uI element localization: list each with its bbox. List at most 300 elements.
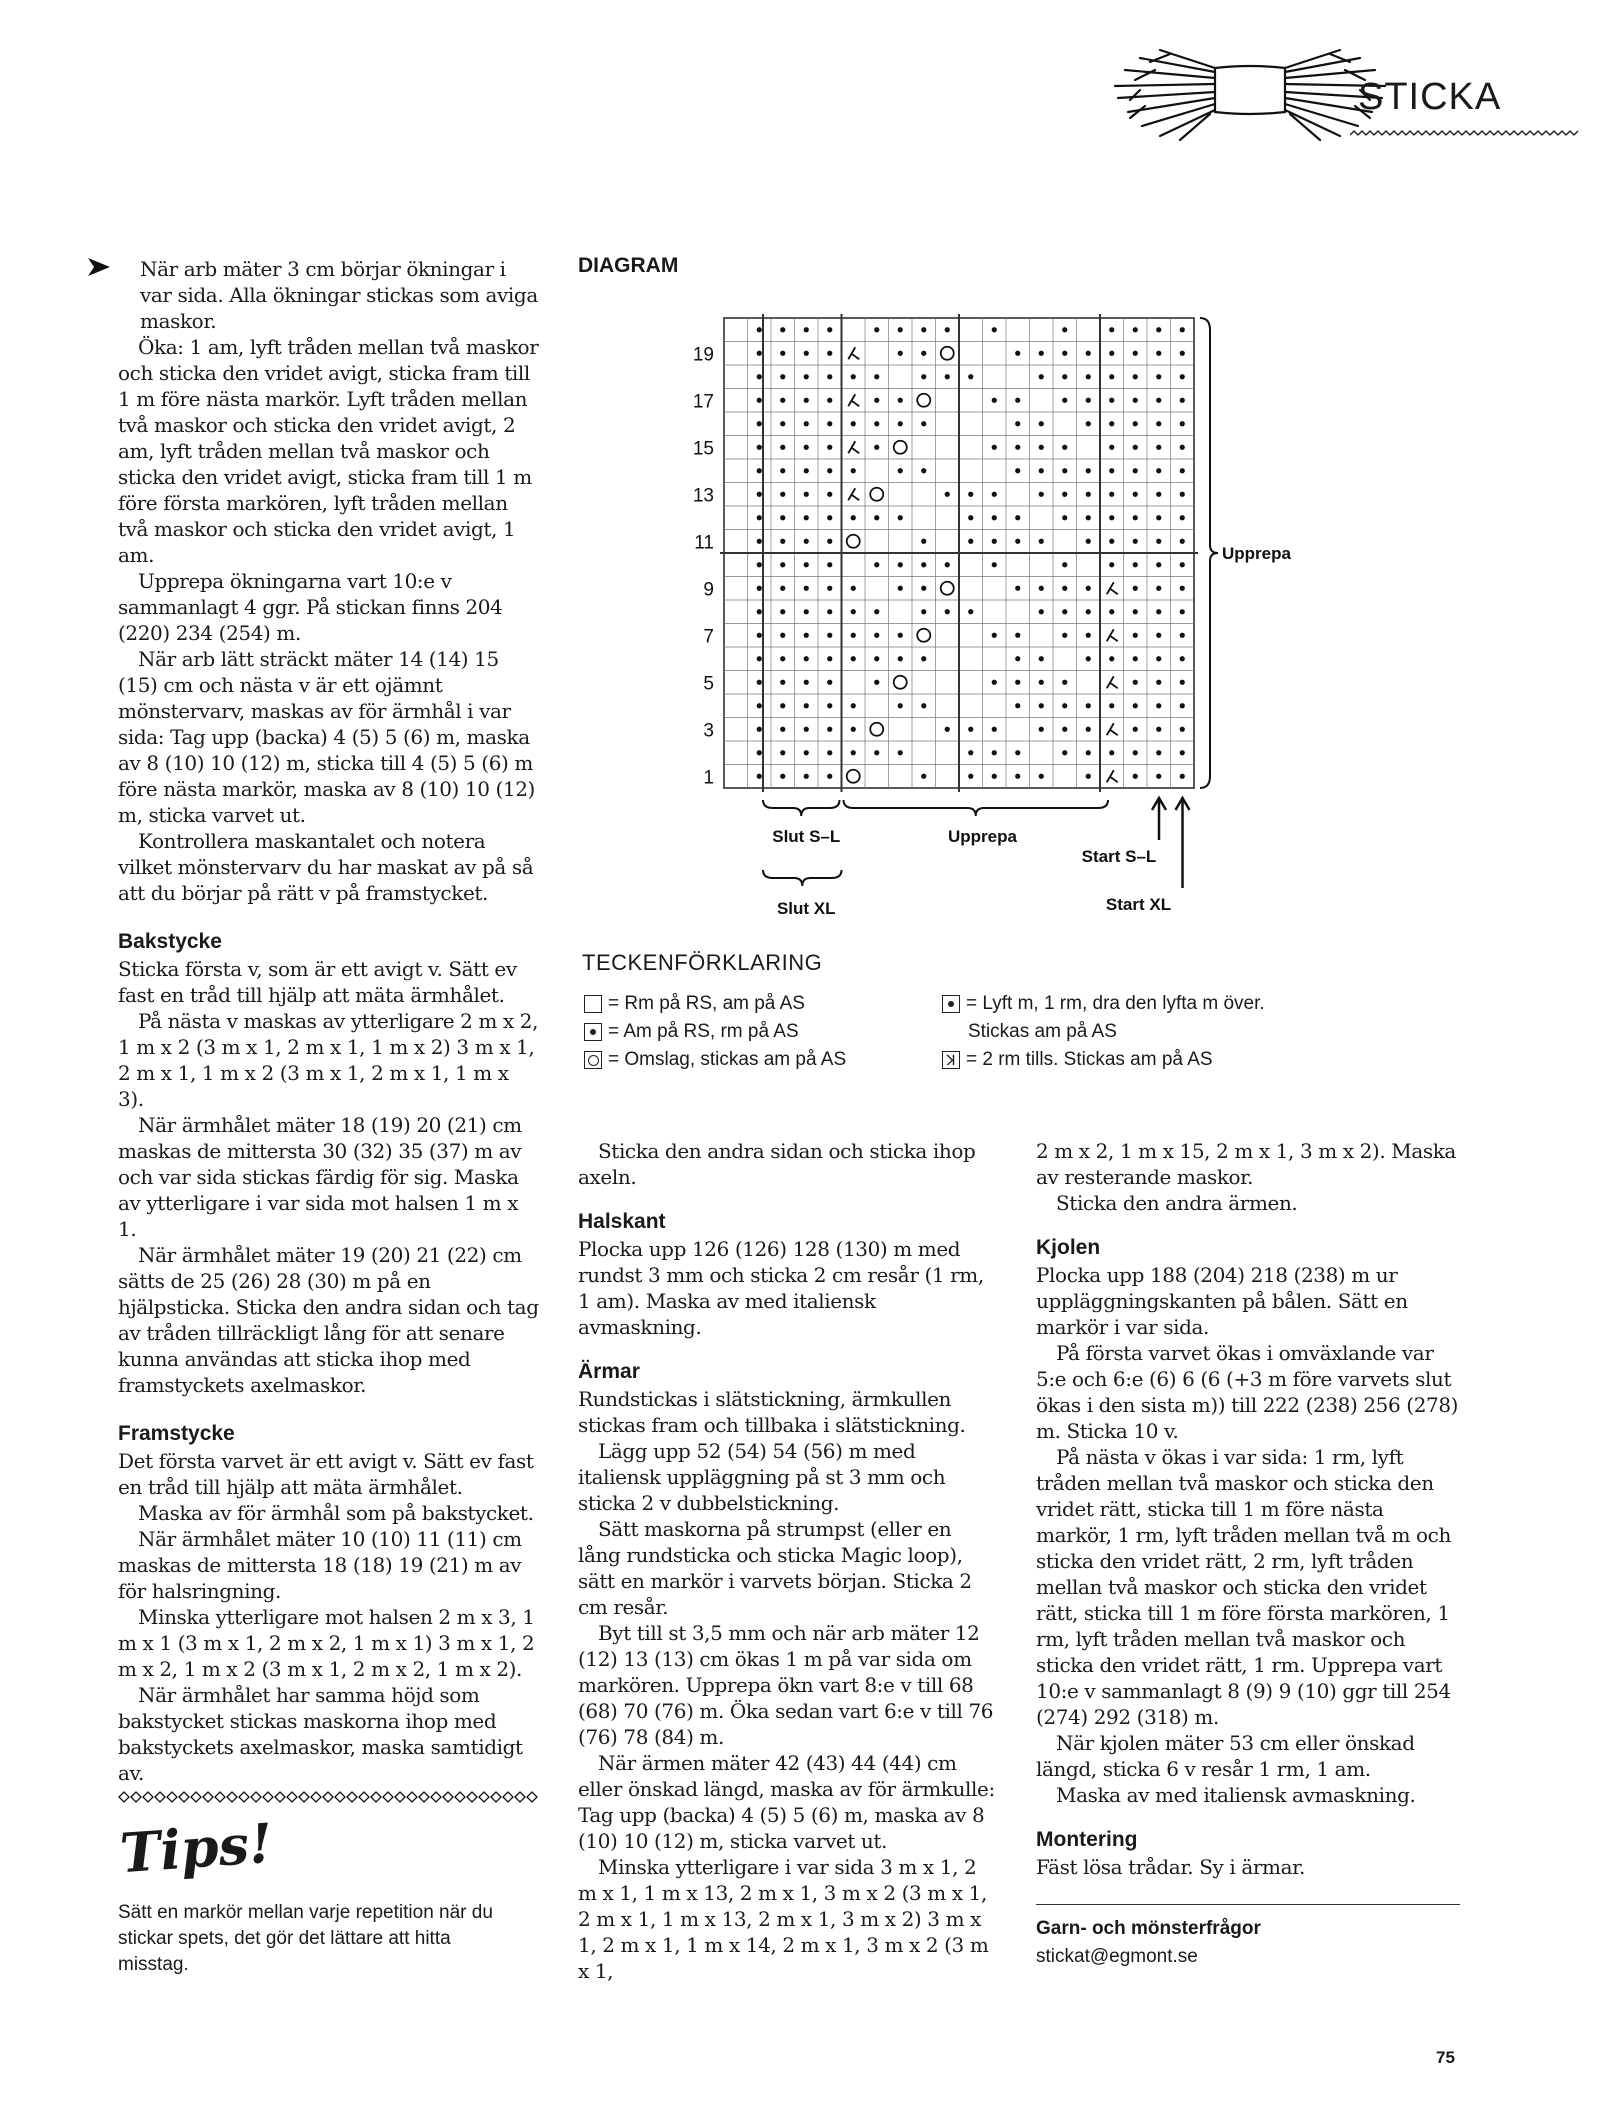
dot-symbol — [1062, 703, 1067, 708]
dot-symbol — [1086, 656, 1091, 661]
heading-halskant: Halskant — [578, 1210, 666, 1233]
dot-symbol — [1133, 398, 1138, 403]
dot-symbol — [757, 586, 762, 591]
dot-symbol — [780, 727, 785, 732]
dot-symbol — [851, 609, 856, 614]
dot-symbol — [827, 492, 832, 497]
paragraph: Plocka upp 188 (204) 218 (238) m ur uppläggningskanten på bålen. Sätt en markör i var sida. — [1036, 1263, 1408, 1339]
legend-item: ꓘ = 2 rm tills. Stickas am på AS — [942, 1046, 1265, 1074]
dot-symbol — [804, 727, 809, 732]
dot-symbol — [1015, 539, 1020, 544]
dot-symbol — [1062, 327, 1067, 332]
dot-symbol — [968, 374, 973, 379]
dot-symbol — [992, 727, 997, 732]
dot-symbol — [804, 327, 809, 332]
dot-symbol — [921, 351, 926, 356]
dot-symbol — [1133, 374, 1138, 379]
column-1 — [118, 256, 540, 1786]
paragraph: På första varvet ökas i omväxlande var 5:e och 6:e (6) 6 (6 (+3 m före varvets slut ökas i den sista m)) till 222 (238) 256 (278) m. Sticka 10 v. — [1036, 1341, 1459, 1443]
dot-symbol — [1156, 374, 1161, 379]
dot-symbol — [1180, 539, 1185, 544]
paragraph: Kontrollera maskantalet och notera vilket mönstervarv du har maskat av på så att du börjar på rätt v på framstycket. — [118, 829, 534, 905]
legend-item: = Rm på RS, am på AS — [584, 990, 846, 1018]
dot-symbol — [780, 468, 785, 473]
paragraph: Fäst lösa trådar. Sy i ärmar. — [1036, 1855, 1306, 1879]
dot-symbol — [968, 609, 973, 614]
dot-symbol — [1133, 633, 1138, 638]
dot-symbol — [827, 633, 832, 638]
dot-symbol — [1156, 327, 1161, 332]
dot-symbol — [1015, 586, 1020, 591]
dot-symbol — [1062, 374, 1067, 379]
dot-symbol — [1156, 351, 1161, 356]
contact-email: stickat@egmont.se — [1036, 1946, 1198, 1967]
dot-symbol — [874, 515, 879, 520]
dot-symbol — [804, 492, 809, 497]
paragraph: Maska av med italiensk avmaskning. — [1056, 1783, 1416, 1807]
paragraph: Sticka den andra ärmen. — [1056, 1191, 1298, 1215]
heading-kjolen: Kjolen — [1036, 1236, 1101, 1259]
dot-symbol — [757, 445, 762, 450]
dot-symbol — [780, 492, 785, 497]
dot-symbol — [992, 774, 997, 779]
dot-symbol — [898, 656, 903, 661]
dot-symbol — [1133, 468, 1138, 473]
legend-col-2 — [942, 990, 1265, 1074]
dot-symbol — [1156, 727, 1161, 732]
dot-symbol — [1039, 351, 1044, 356]
dot-symbol — [1109, 750, 1114, 755]
row-label: 7 — [703, 626, 714, 648]
dot-symbol — [757, 327, 762, 332]
dot-symbol — [1039, 421, 1044, 426]
dot-symbol — [804, 398, 809, 403]
dot-symbol — [804, 586, 809, 591]
dot-symbol — [1180, 445, 1185, 450]
diagram-title: DIAGRAM — [578, 254, 679, 277]
paragraph: På nästa v maskas av ytterligare 2 m x 2, 1 m x 2 (3 m x 1, 2 m x 1, 1 m x 2) 3 m x 1, 2 m x 1, 1 m x 2 (3 m x 1, 2 m x 1, 1 m x 3). — [118, 1009, 539, 1111]
dot-symbol — [1086, 374, 1091, 379]
dot-symbol — [992, 398, 997, 403]
dot-symbol — [898, 633, 903, 638]
dot-symbol — [1109, 351, 1114, 356]
dot-symbol — [992, 492, 997, 497]
dot-symbol — [1133, 492, 1138, 497]
dot-symbol — [780, 562, 785, 567]
dot-symbol — [874, 374, 879, 379]
dot-symbol — [780, 445, 785, 450]
dot-symbol — [898, 562, 903, 567]
header — [1100, 40, 1580, 150]
paragraph: Minska ytterligare i var sida 3 m x 1, 2 m x 1, 1 m x 13, 2 m x 1, 3 m x 2 (3 m x 1, 2 m x 1, 1 m x 13, 2 m x 1, 3 m x 2) 3 m x 1, 2 m x 1, 1 m x 14, 2 m x 1, 3 m x 2 (3 m x 1, — [578, 1855, 989, 1983]
heading-framstycke: Framstycke — [118, 1422, 235, 1445]
dot-symbol — [1015, 468, 1020, 473]
dot-symbol — [1180, 515, 1185, 520]
dot-symbol — [1062, 609, 1067, 614]
dot-symbol — [1180, 633, 1185, 638]
dot-symbol — [1086, 421, 1091, 426]
dot-symbol — [1133, 656, 1138, 661]
dot-symbol — [1015, 774, 1020, 779]
dot-symbol — [1039, 445, 1044, 450]
start-xl-label: Start XL — [1105, 895, 1172, 914]
legend-item: = Lyft m, 1 rm, dra den lyfta m över. — [942, 990, 1265, 1018]
dot-symbol — [874, 609, 879, 614]
dot-symbol — [1109, 374, 1114, 379]
dot-symbol — [874, 398, 879, 403]
dot-symbol — [1133, 727, 1138, 732]
dot-symbol — [1086, 750, 1091, 755]
slut-sl-label: Slut S–L — [772, 827, 841, 846]
dot-symbol — [757, 750, 762, 755]
repeat-bottom-label: Upprepa — [948, 827, 1017, 846]
paragraph: När ärmhålet mäter 18 (19) 20 (21) cm maskas de mittersta 30 (32) 35 (37) m av och var sida stickas färdig för sig. Maska av ytterligare i var sida mot halsen 1 m x 1. — [118, 1113, 522, 1241]
row-label: 3 — [703, 720, 714, 742]
paragraph: Maska av för ärmhål som på bakstycket. — [138, 1501, 534, 1525]
dot-symbol — [921, 539, 926, 544]
contact-divider — [1036, 1904, 1460, 1905]
dot-symbol — [1156, 586, 1161, 591]
dot-symbol — [1133, 774, 1138, 779]
dot-symbol — [1062, 727, 1067, 732]
dot-symbol — [827, 398, 832, 403]
dot-symbol — [874, 562, 879, 567]
dot-symbol — [1133, 327, 1138, 332]
dot-square-icon — [584, 1023, 602, 1041]
paragraph: På nästa v ökas i var sida: 1 rm, lyft tråden mellan två maskor och sticka den vridet rätt, sticka till 1 m före nästa markör, 1 rm, lyft tråden mellan två m och sticka den vridet rätt, 2 rm, lyft tråden mellan två maskor och sticka den vridet rätt, sticka till 1 m före första markören, 1 rm, lyft tråden mellan två maskor och sticka den vridet rätt, 1 rm. Upprepa vart 10:e v sammanlagt 8 (9) 9 (10) ggr till 254 (274) 292 (318) m. — [1036, 1445, 1451, 1729]
dot-symbol — [780, 750, 785, 755]
dot-symbol — [921, 774, 926, 779]
dot-symbol — [1039, 656, 1044, 661]
dot-symbol — [1109, 492, 1114, 497]
dot-symbol — [992, 562, 997, 567]
dot-symbol — [757, 656, 762, 661]
dot-symbol — [1156, 703, 1161, 708]
dot-symbol — [1180, 351, 1185, 356]
dot-symbol — [851, 727, 856, 732]
dot-symbol — [1015, 703, 1020, 708]
dot-symbol — [1039, 774, 1044, 779]
dot-symbol — [1180, 421, 1185, 426]
dot-symbol — [827, 468, 832, 473]
contact-title: Garn- och mönsterfrågor — [1036, 1918, 1261, 1939]
dot-symbol — [804, 539, 809, 544]
dot-symbol — [945, 727, 950, 732]
paragraph: När ärmhålet har samma höjd som bakstycket stickas maskorna ihop med bakstyckets axelmaskor, maska samtidigt av. — [118, 1683, 523, 1785]
paragraph: Sticka den andra sidan och sticka ihop axeln. — [578, 1139, 976, 1189]
dot-symbol — [1180, 680, 1185, 685]
dot-symbol — [1015, 656, 1020, 661]
dot-symbol — [827, 515, 832, 520]
dot-symbol — [827, 562, 832, 567]
dot-symbol — [992, 327, 997, 332]
dot-symbol — [1062, 468, 1067, 473]
dot-symbol — [992, 680, 997, 685]
dot-symbol — [1086, 727, 1091, 732]
dot-symbol — [874, 445, 879, 450]
dot-symbol — [851, 421, 856, 426]
dot-symbol — [1180, 774, 1185, 779]
dot-symbol — [1156, 633, 1161, 638]
dot-symbol — [1039, 374, 1044, 379]
row-label: 11 — [694, 532, 714, 554]
dot-symbol — [780, 398, 785, 403]
dot-symbol — [992, 515, 997, 520]
dot-symbol — [898, 421, 903, 426]
knitting-chart — [660, 310, 1300, 920]
dot-symbol — [780, 656, 785, 661]
dot-symbol — [1039, 492, 1044, 497]
repeat-label: Upprepa — [1222, 544, 1291, 563]
slut-xl-label: Slut XL — [776, 899, 836, 918]
dot-symbol — [1133, 750, 1138, 755]
dot-symbol — [945, 562, 950, 567]
dot-symbol — [1062, 492, 1067, 497]
dot-symbol — [992, 750, 997, 755]
dot-symbol — [1086, 492, 1091, 497]
dot-symbol — [1039, 539, 1044, 544]
dot-symbol — [1180, 327, 1185, 332]
dot-symbol — [1039, 586, 1044, 591]
dot-symbol — [804, 351, 809, 356]
dot-symbol — [827, 539, 832, 544]
dot-symbol — [1133, 445, 1138, 450]
dot-symbol — [1086, 633, 1091, 638]
dot-symbol — [804, 703, 809, 708]
dot-symbol — [1156, 492, 1161, 497]
dot-symbol — [757, 703, 762, 708]
dot-symbol — [1062, 562, 1067, 567]
dot-symbol — [1133, 562, 1138, 567]
dot-symbol — [1109, 539, 1114, 544]
paragraph: Rundstickas i slätstickning, ärmkullen stickas fram och tillbaka i slätstickning. — [578, 1387, 966, 1437]
slut-xl-brace — [763, 870, 842, 886]
dot-symbol — [968, 750, 973, 755]
dot-symbol — [921, 609, 926, 614]
dot-square-icon — [942, 995, 960, 1013]
column-3 — [1036, 1138, 1460, 1880]
dot-symbol — [1133, 421, 1138, 426]
dot-symbol — [804, 515, 809, 520]
row-label: 5 — [703, 673, 714, 695]
dot-symbol — [921, 586, 926, 591]
tips-text: Sätt en markör mellan varje repetition när du stickar spets, det gör det lättare att hitta misstag. — [118, 1902, 493, 1975]
heading-montering: Montering — [1036, 1828, 1138, 1851]
dot-symbol — [1062, 633, 1067, 638]
dot-symbol — [804, 609, 809, 614]
legend-title: TECKENFÖRKLARING — [582, 950, 823, 975]
dot-symbol — [1015, 421, 1020, 426]
dot-symbol — [1180, 398, 1185, 403]
paragraph: Lägg upp 52 (54) 54 (56) m med italiensk uppläggning på st 3 mm och sticka 2 v dubbelstickning. — [578, 1439, 946, 1515]
dot-symbol — [851, 750, 856, 755]
dot-symbol — [780, 351, 785, 356]
dot-symbol — [1156, 750, 1161, 755]
dot-symbol — [1039, 609, 1044, 614]
column-2 — [578, 1138, 998, 1984]
slut-sl-brace — [763, 800, 840, 816]
dot-symbol — [804, 374, 809, 379]
dot-symbol — [1180, 727, 1185, 732]
paragraph: När ärmen mäter 42 (43) 44 (44) cm eller önskad längd, maska av för ärmkulle: Tag upp (backa) 4 (5) 5 (6) m, maska av 8 (10) 10 (12) m, sticka varvet ut. — [578, 1751, 995, 1853]
dot-symbol — [1109, 515, 1114, 520]
dot-symbol — [968, 539, 973, 544]
dot-symbol — [1133, 680, 1138, 685]
dot-symbol — [945, 327, 950, 332]
dot-symbol — [827, 351, 832, 356]
dot-symbol — [921, 421, 926, 426]
dot-symbol — [1015, 398, 1020, 403]
dot-symbol — [1180, 750, 1185, 755]
dot-symbol — [1180, 609, 1185, 614]
dot-symbol — [1133, 515, 1138, 520]
dot-symbol — [1039, 468, 1044, 473]
dot-symbol — [1180, 703, 1185, 708]
dot-symbol — [1133, 609, 1138, 614]
dot-symbol — [1156, 468, 1161, 473]
heading-armar: Ärmar — [578, 1360, 640, 1383]
diamond-divider — [118, 1790, 542, 1804]
dot-symbol — [1015, 351, 1020, 356]
dot-symbol — [1180, 586, 1185, 591]
dot-symbol — [1156, 680, 1161, 685]
paragraph: 2 m x 2, 1 m x 15, 2 m x 1, 3 m x 2). Maska av resterande maskor. — [1036, 1139, 1456, 1189]
dot-symbol — [1062, 515, 1067, 520]
dot-symbol — [1133, 351, 1138, 356]
dot-symbol — [757, 633, 762, 638]
dot-symbol — [1086, 609, 1091, 614]
dot-symbol — [1086, 539, 1091, 544]
start-sl-label: Start S–L — [1081, 847, 1157, 866]
dot-symbol — [780, 586, 785, 591]
dot-symbol — [1133, 703, 1138, 708]
dot-symbol — [1015, 750, 1020, 755]
dot-symbol — [851, 515, 856, 520]
dot-symbol — [1086, 351, 1091, 356]
dot-symbol — [968, 727, 973, 732]
dot-symbol — [921, 468, 926, 473]
dot-symbol — [1180, 492, 1185, 497]
dot-symbol — [780, 327, 785, 332]
dot-symbol — [757, 539, 762, 544]
dot-symbol — [780, 421, 785, 426]
dot-symbol — [1156, 445, 1161, 450]
dot-symbol — [1086, 586, 1091, 591]
dot-symbol — [1133, 539, 1138, 544]
row-label: 13 — [692, 485, 714, 507]
paragraph: När ärmhålet mäter 10 (10) 11 (11) cm maskas de mittersta 18 (18) 19 (21) m av för halsringning. — [118, 1527, 522, 1603]
dot-symbol — [1062, 680, 1067, 685]
dot-symbol — [1156, 398, 1161, 403]
paragraph: När arb lätt sträckt mäter 14 (14) 15 (15) cm och nästa v är ett ojämnt mönstervarv, maskas av för ärmhål i var sida: Tag upp (backa) 4 (5) 5 (6) m, maska av 8 (10) 10 (12) m, sticka till 4 (5) 5 (6) m före nästa markör, maska av 8 (10) 10 (12) m, sticka varvet ut. — [118, 647, 535, 827]
circle-square-icon — [584, 1051, 602, 1069]
dot-symbol — [921, 562, 926, 567]
dot-symbol — [1156, 774, 1161, 779]
dot-symbol — [1062, 351, 1067, 356]
dot-symbol — [1180, 562, 1185, 567]
dot-symbol — [780, 774, 785, 779]
dot-symbol — [1109, 609, 1114, 614]
dot-symbol — [757, 421, 762, 426]
row-label: 17 — [692, 391, 714, 413]
dot-symbol — [827, 774, 832, 779]
dot-symbol — [1156, 421, 1161, 426]
dot-symbol — [1086, 468, 1091, 473]
page-number: 75 — [1436, 2048, 1455, 2067]
paragraph: När ärmhålet mäter 19 (20) 21 (22) cm sätts de 25 (26) 28 (30) m på en hjälpsticka. Sticka den andra sidan och tag av tråden tillräckligt lång för att senare kunna användas att sticka ihop med framstyckets axelmaskor. — [118, 1243, 539, 1397]
dot-symbol — [780, 633, 785, 638]
dot-symbol — [1180, 468, 1185, 473]
dot-symbol — [1039, 727, 1044, 732]
dot-symbol — [851, 656, 856, 661]
dot-symbol — [945, 374, 950, 379]
legend-item: = Omslag, stickas am på AS — [584, 1046, 846, 1074]
dot-symbol — [898, 327, 903, 332]
dot-symbol — [1156, 562, 1161, 567]
dot-symbol — [827, 703, 832, 708]
dot-symbol — [992, 445, 997, 450]
dot-symbol — [780, 609, 785, 614]
dot-symbol — [757, 492, 762, 497]
repeat-brace — [844, 800, 1109, 816]
repeat-brace — [1200, 318, 1218, 788]
dot-symbol — [1109, 327, 1114, 332]
empty-square-icon — [584, 995, 602, 1013]
paragraph: När kjolen mäter 53 cm eller önskad längd, sticka 6 v resår 1 rm, 1 am. — [1036, 1731, 1415, 1781]
section-title: STICKA — [1358, 76, 1502, 118]
dot-symbol — [1086, 774, 1091, 779]
dot-symbol — [1156, 609, 1161, 614]
dot-symbol — [851, 374, 856, 379]
dot-symbol — [1109, 562, 1114, 567]
dot-symbol — [898, 586, 903, 591]
row-label: 9 — [703, 579, 714, 601]
dot-symbol — [780, 539, 785, 544]
row-label: 15 — [692, 438, 714, 460]
dot-symbol — [1086, 398, 1091, 403]
paragraph: Sticka första v, som är ett avigt v. Sätt ev fast en tråd till hjälp att mäta ärmhålet. — [118, 957, 517, 1007]
heading-bakstycke: Bakstycke — [118, 930, 222, 953]
dot-symbol — [898, 703, 903, 708]
dot-symbol — [1062, 398, 1067, 403]
dot-symbol — [827, 656, 832, 661]
legend-col-1 — [584, 990, 846, 1074]
dot-symbol — [898, 468, 903, 473]
dot-symbol — [827, 727, 832, 732]
dot-symbol — [921, 703, 926, 708]
dot-symbol — [827, 421, 832, 426]
dot-symbol — [757, 515, 762, 520]
dot-symbol — [804, 656, 809, 661]
dot-symbol — [968, 492, 973, 497]
dot-symbol — [1156, 515, 1161, 520]
dot-symbol — [992, 633, 997, 638]
dot-symbol — [827, 586, 832, 591]
dot-symbol — [921, 656, 926, 661]
dot-symbol — [945, 492, 950, 497]
dot-symbol — [757, 374, 762, 379]
dot-symbol — [921, 374, 926, 379]
dot-symbol — [968, 774, 973, 779]
dot-symbol — [851, 703, 856, 708]
paragraph: Upprepa ökningarna vart 10:e v sammanlagt 4 ggr. På stickan finns 204 (220) 234 (254) m. — [118, 569, 503, 645]
dot-symbol — [874, 633, 879, 638]
dot-symbol — [804, 774, 809, 779]
dot-symbol — [921, 327, 926, 332]
dot-symbol — [898, 398, 903, 403]
dot-symbol — [874, 421, 879, 426]
dot-symbol — [1015, 633, 1020, 638]
